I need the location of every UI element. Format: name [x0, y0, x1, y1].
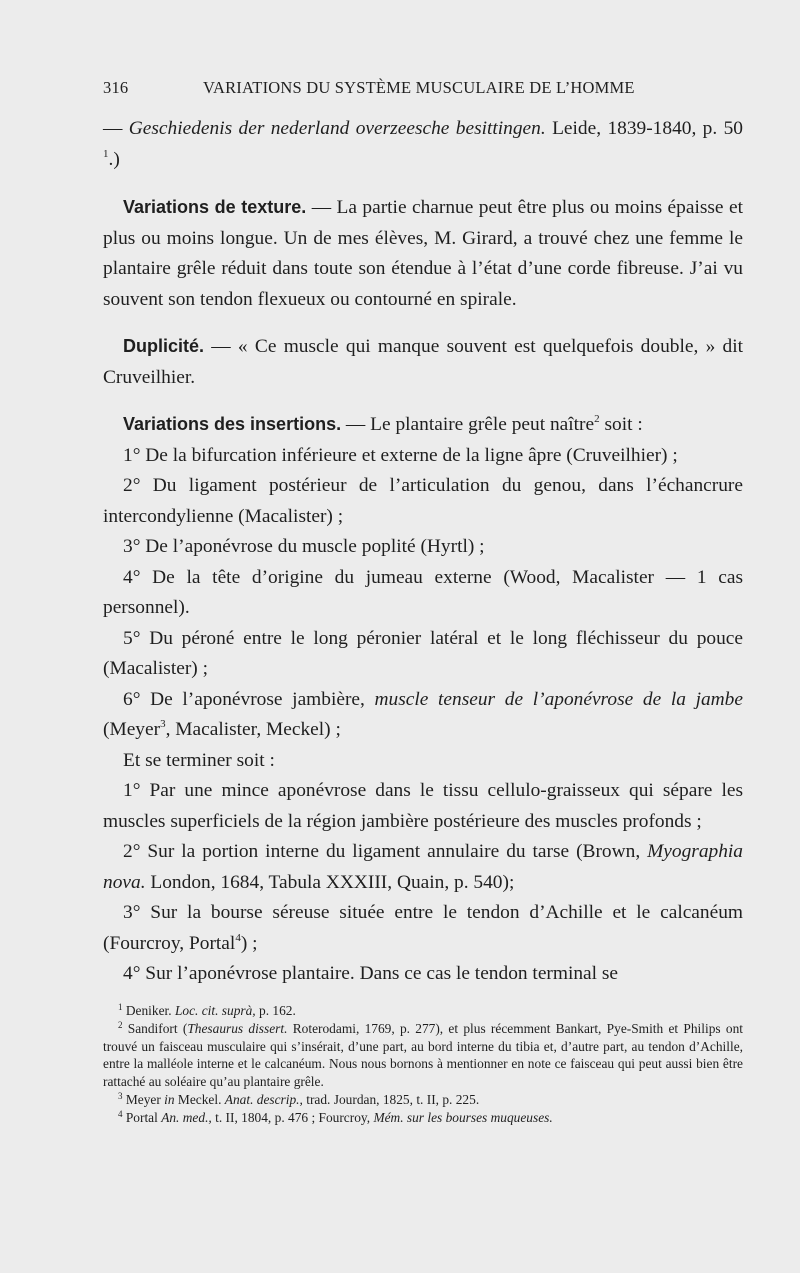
paragraph-insertions: Variations des insertions. — Le plantaire grêle peut naître$^2$ soit :	[123, 413, 643, 435]
section-heading: Duplicité.	[123, 336, 205, 356]
main-text	[103, 114, 743, 990]
termination-item: 4° Sur l’aponévrose plantaire. Dans ce cas le tendon terminal se	[123, 963, 619, 984]
origin-item: 4° De la tête d’origine du jumeau externe (Wood, Macalister — 1 cas personnel).	[103, 566, 743, 618]
paragraph-duplicite: Duplicité. — « Ce muscle qui manque souvent est quelquefois double, » dit Cruveilhier.	[103, 336, 743, 388]
footnote-ref: 2	[594, 413, 600, 425]
running-title: VARIATIONS DU SYSTÈME MUSCULAIRE DE L’HOMME	[203, 78, 635, 97]
footnote-ref: 1	[103, 147, 109, 160]
footnote: $^2$ Sandifort (Thesaurus dissert. Roterodami, 1769, p. 277), et plus récemment Bankart, Pye-Smith et Philips ont trouvé un faisceau musculaire qui s’insérait, d’une part, au bord interne du tibia et, d’autre part, au tendon d’Achille, entre la malléole interne et le calcanéum. Nous nous bornons à mentionner en note ce faisceau qui peut aussi bien être rattaché au soléaire qu’au plantaire grêle.	[103, 1020, 743, 1089]
reference-continuation: — Geschiedenis der nederland overzeesche besittingen. Leide, 1839-1840, p. 50 $^1$.)	[103, 118, 743, 170]
paragraph-texture: Variations de texture. — La partie charnue peut être plus ou moins épaisse et plus ou moins longue. Un de mes élèves, M. Girard, a trouvé chez une femme le plantaire grêle réduit dans toute son étendue à l’état d’une corde fibreuse. J’ai vu souvent son tendon flexueux ou contourné en spirale.	[103, 197, 743, 310]
terminations-intro: Et se terminer soit :	[123, 749, 275, 771]
section-heading: Variations de texture.	[123, 197, 307, 217]
footnote: $^3$ Meyer in Meckel. Anat. descrip., trad. Jourdan, 1825, t. II, p. 225.	[118, 1091, 480, 1108]
page-number: 316	[103, 78, 129, 97]
book-title: Geschiedenis der nederland overzeesche besittingen.	[128, 118, 546, 139]
termination-item: 1° Par une mince aponévrose dans le tissu cellulo-graisseux qui sépare les muscles superficiels de la région jambière postérieure des muscles profonds ;	[103, 780, 743, 832]
section-heading: Variations des insertions.	[123, 414, 342, 434]
origin-item: 3° De l’aponévrose du muscle poplité (Hyrtl) ;	[123, 536, 485, 557]
origin-item: 5° Du péroné entre le long péronier latéral et le long fléchisseur du pouce (Macalister) ;	[103, 627, 743, 679]
footnote-ref: 4	[235, 931, 241, 944]
origin-item: 6° De l’aponévrose jambière, muscle tenseur de l’aponévrose de la jambe (Meyer$^3$, Macalister, Meckel) ;	[103, 688, 743, 740]
termination-item: 3° Sur la bourse séreuse située entre le tendon d’Achille et le calcanéum (Fourcroy, Portal$^4$) ;	[103, 902, 743, 954]
termination-item: 2° Sur la portion interne du ligament annulaire du tarse (Brown, Myographia nova. London, 1684, Tabula XXXIII, Quain, p. 540);	[103, 841, 743, 893]
origin-item: 2° Du ligament postérieur de l’articulation du genou, dans l’échancrure intercondylienne (Macalister) ;	[103, 475, 743, 527]
footnote-ref: 3	[160, 718, 166, 730]
footnote: $^1$ Deniker. Loc. cit. suprà, p. 162.	[118, 1002, 296, 1018]
footnotes	[103, 1002, 743, 1127]
origin-item: 1° De la bifurcation inférieure et externe de la ligne âpre (Cruveilhier) ;	[123, 444, 678, 466]
footnote: $^4$ Portal An. med., t. II, 1804, p. 476 ; Fourcroy, Mém. sur les bourses muqueuses.	[118, 1109, 553, 1126]
